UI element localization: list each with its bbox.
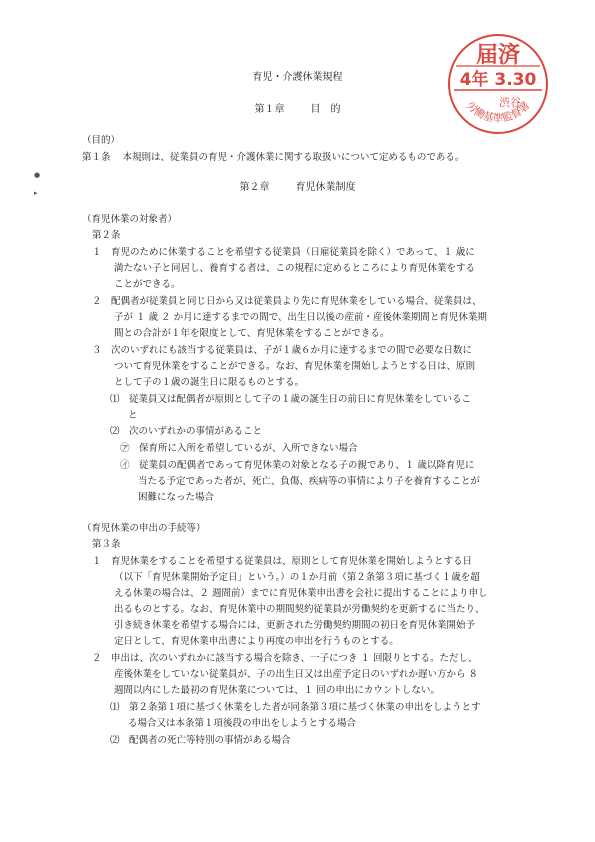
article-1	[82, 150, 464, 165]
section-purpose-heading: （目的）	[82, 135, 121, 146]
article-2-item-2a: ㋐ 保育所に入所を希望しているが、入所できない場合	[120, 443, 358, 454]
article-2-para-2-line: ２ 配偶者が従業員と同じ日から又は従業員より先に育児休業をしている場合、従業員は、	[92, 296, 482, 307]
stamp-office-text: 渋谷	[499, 96, 521, 109]
article-3-para-2-line: 産後休業をしていない従業員が、子の出生日又は出産予定日のいずれか遅い方から ８	[114, 669, 479, 680]
chapter-1-heading	[0, 102, 595, 117]
article-3-para-1-line: １ 育児休業をすることを希望する従業員は、原則として育児休業を開始しようとする日	[92, 556, 473, 567]
article-2-item-2b-line: 困難になった場合	[138, 492, 215, 503]
article-3-para-1-line: 出るものとする。なお、育児休業中の期間契約従業員が労働契約を更新するに当たり、	[114, 604, 485, 615]
chapter-2-number: 第２章	[239, 182, 270, 193]
chapter-2-name: 育児休業制度	[295, 182, 356, 193]
section-eligible-heading: （育児休業の対象者）	[82, 214, 178, 225]
article-3-para-1-line: える休業の場合は、２ 週間前）までに育児休業申出書を会社に提出することにより申し	[114, 588, 488, 599]
chapter-1-number: 第１章	[254, 104, 285, 115]
article-2-para-1-line: 満たない子と同居し、養育する者は、この規程に定めるところにより育児休業をする	[114, 263, 476, 274]
article-3-item-2: ⑵ 配偶者の死亡等特別の事情がある場合	[110, 735, 291, 746]
article-3-label: 第３条	[92, 539, 121, 550]
stamp-arc-text: 労働基準監督署	[463, 99, 533, 125]
margin-mark: ●	[34, 171, 41, 179]
chapter-1-name: 目 的	[310, 104, 341, 115]
article-3-para-2-line: ２ 申出は、次のいずれかに該当する場合を除き、一子につき １ 回限りとする。ただし、	[92, 653, 478, 664]
document-title: 育児・介護休業規程	[252, 72, 343, 83]
article-3-para-1-line: 引き続き休業を希望する場合には、更新された労働契約期間の初日を育児休業開始予	[114, 620, 476, 631]
article-2-para-1-line: ことができる。	[114, 279, 181, 290]
article-3-para-1-line: （以下「育児休業開始予定日」という。）の１か月前（第２条第３項に基づく１歳を超	[114, 572, 480, 583]
article-2-label: 第２条	[92, 230, 121, 241]
article-3-para-1-line: 定日として、育児休業申出書により再度の申出を行うものとする。	[114, 636, 399, 647]
article-3-item-1-line: ⑴ 第２条第１項に基づく休業をした者が同条第３項に基づく休業の申出をしようとす	[110, 702, 481, 713]
stamp-top-text: 届済	[475, 43, 521, 68]
section-procedure-heading: （育児休業の申出の手続等）	[82, 523, 206, 534]
article-2-para-2-line: 間との合計が１年を限度として、育児休業をすることができる。	[114, 328, 390, 339]
article-2-item-2: ⑵ 次のいずれかの事情があること	[110, 426, 263, 437]
article-2-para-3-line: ３ 次のいずれにも該当する従業員は、子が１歳６か月に達するまでの間で必要な日数に	[92, 345, 473, 356]
article-1-text: 本規則は、従業員の育児・介護休業に関する取扱いについて定めるものである。	[122, 152, 465, 163]
article-2-para-2-line: 子が １ 歳 ２ か月に達するまでの間で、出生日以後の産前・産後休業期間と育児休業期	[114, 312, 487, 323]
article-3-item-1-line: る場合又は本条第１項後段の申出をしようとする場合	[128, 718, 357, 729]
article-3-para-2-line: 週間以内にした最初の育児休業については、１ 回の申出にカウントしない。	[114, 685, 440, 696]
article-2-item-2b-line: ㋑ 従業員の配偶者であって育児休業の対象となる子の親であり、１ 歳以降育児に	[120, 460, 475, 471]
margin-mark: ▸	[34, 189, 38, 197]
article-2-item-2b-line: 当たる予定であった者が、死亡、負傷、疾病等の事情により子を養育することが	[138, 476, 480, 487]
article-2-item-1: ⑴ 従業員又は配偶者が原則として子の１歳の誕生日の前日に育児休業をしているこ	[110, 394, 472, 405]
article-2-para-3-line: として子の１歳の誕生日に限るものとする。	[114, 377, 305, 388]
chapter-2-heading	[0, 180, 595, 195]
article-2-para-1-line: １ 育児のために休業することを希望する従業員（日雇従業員を除く）であって、１ 歳に	[92, 247, 475, 258]
article-2-para-3-line: ついて育児休業をすることができる。なお、育児休業を開始しようとする日は、原則	[114, 361, 476, 372]
stamp-date-text: 4年 3.30	[459, 70, 537, 90]
article-1-label: 第１条	[82, 152, 111, 163]
article-2-item-1-cont: と	[128, 410, 138, 421]
